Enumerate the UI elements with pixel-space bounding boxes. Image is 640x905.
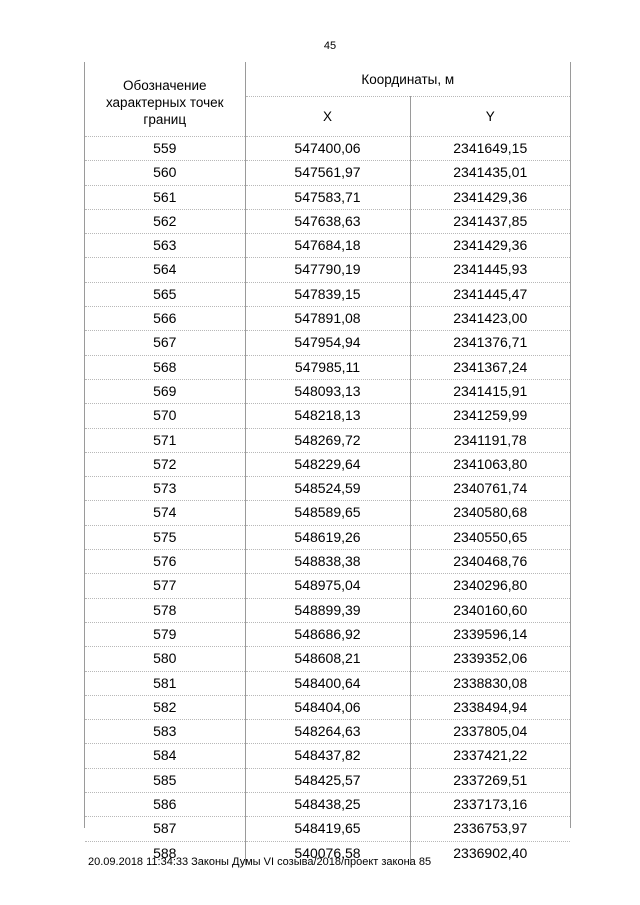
header-coordinates-group: Координаты, м (245, 62, 570, 97)
point-number-cell: 565 (85, 282, 245, 306)
x-coordinate-cell: 548838,38 (245, 550, 410, 574)
y-coordinate-cell: 2336753,97 (410, 817, 570, 841)
x-coordinate-cell: 548438,25 (245, 793, 410, 817)
x-coordinate-cell: 548608,21 (245, 647, 410, 671)
y-coordinate-cell: 2340468,76 (410, 550, 570, 574)
table-row (85, 477, 570, 501)
point-number-cell: 583 (85, 720, 245, 744)
table-row (85, 550, 570, 574)
point-number-cell: 562 (85, 209, 245, 233)
table-row (85, 574, 570, 598)
x-coordinate-cell: 547400,06 (245, 137, 410, 161)
y-coordinate-cell: 2341429,36 (410, 185, 570, 209)
x-coordinate-cell: 548975,04 (245, 574, 410, 598)
table-row (85, 331, 570, 355)
y-coordinate-cell: 2341415,91 (410, 379, 570, 403)
x-coordinate-cell: 548619,26 (245, 525, 410, 549)
point-number-cell: 579 (85, 622, 245, 646)
table-row (85, 622, 570, 646)
y-coordinate-cell: 2341259,99 (410, 404, 570, 428)
x-coordinate-cell: 548264,63 (245, 720, 410, 744)
table-row (85, 598, 570, 622)
y-coordinate-cell: 2337173,16 (410, 793, 570, 817)
x-coordinate-cell: 548269,72 (245, 428, 410, 452)
y-coordinate-cell: 2341445,47 (410, 282, 570, 306)
y-coordinate-cell: 2337805,04 (410, 720, 570, 744)
x-coordinate-cell: 547839,15 (245, 282, 410, 306)
x-coordinate-cell: 548400,64 (245, 671, 410, 695)
y-coordinate-cell: 2341437,85 (410, 209, 570, 233)
point-number-cell: 559 (85, 137, 245, 161)
table-row (85, 185, 570, 209)
table-row (85, 525, 570, 549)
x-coordinate-cell: 547583,71 (245, 185, 410, 209)
point-number-cell: 585 (85, 768, 245, 792)
point-number-cell: 588 (85, 841, 245, 865)
header-x: X (245, 97, 410, 137)
table-row (85, 307, 570, 331)
x-coordinate-cell: 548437,82 (245, 744, 410, 768)
table-row (85, 647, 570, 671)
point-number-cell: 572 (85, 452, 245, 476)
y-coordinate-cell: 2341191,78 (410, 428, 570, 452)
y-coordinate-cell: 2338494,94 (410, 695, 570, 719)
y-coordinate-cell: 2339352,06 (410, 647, 570, 671)
x-coordinate-cell: 548404,06 (245, 695, 410, 719)
y-coordinate-cell: 2341435,01 (410, 161, 570, 185)
page-number: 45 (323, 40, 337, 52)
x-coordinate-cell: 547954,94 (245, 331, 410, 355)
point-number-cell: 560 (85, 161, 245, 185)
point-number-cell: 573 (85, 477, 245, 501)
table-row (85, 452, 570, 476)
y-coordinate-cell: 2340761,74 (410, 477, 570, 501)
table-row (85, 817, 570, 841)
x-coordinate-cell: 548218,13 (245, 404, 410, 428)
coordinates-table (85, 62, 570, 865)
table-row (85, 209, 570, 233)
x-coordinate-cell: 548589,65 (245, 501, 410, 525)
table-body (85, 137, 570, 865)
y-coordinate-cell: 2341063,80 (410, 452, 570, 476)
table-right-border (570, 62, 571, 828)
x-coordinate-cell: 547891,08 (245, 307, 410, 331)
point-number-cell: 586 (85, 793, 245, 817)
point-number-cell: 568 (85, 355, 245, 379)
x-coordinate-cell: 547790,19 (245, 258, 410, 282)
y-coordinate-cell: 2341445,93 (410, 258, 570, 282)
y-coordinate-cell: 2340296,80 (410, 574, 570, 598)
x-coordinate-cell: 548419,65 (245, 817, 410, 841)
point-number-cell: 580 (85, 647, 245, 671)
table-row (85, 671, 570, 695)
coordinates-table-container (85, 62, 570, 865)
y-coordinate-cell: 2341423,00 (410, 307, 570, 331)
table-row (85, 744, 570, 768)
point-number-cell: 566 (85, 307, 245, 331)
table-row (85, 282, 570, 306)
y-coordinate-cell: 2340550,65 (410, 525, 570, 549)
x-coordinate-cell: 548899,39 (245, 598, 410, 622)
y-coordinate-cell: 2341376,71 (410, 331, 570, 355)
y-coordinate-cell: 2341429,36 (410, 234, 570, 258)
x-coordinate-cell: 548229,64 (245, 452, 410, 476)
table-row (85, 720, 570, 744)
point-number-cell: 569 (85, 379, 245, 403)
header-y: Y (485, 109, 495, 125)
point-number-cell: 561 (85, 185, 245, 209)
y-coordinate-cell: 2340160,60 (410, 598, 570, 622)
table-row (85, 379, 570, 403)
point-number-cell: 576 (85, 550, 245, 574)
x-coordinate-cell: 548093,13 (245, 379, 410, 403)
table-header (85, 62, 570, 137)
y-coordinate-cell: 2338830,08 (410, 671, 570, 695)
x-coordinate-cell: 548524,59 (245, 477, 410, 501)
y-coordinate-cell: 2340580,68 (410, 501, 570, 525)
table-row (85, 695, 570, 719)
table-row (85, 404, 570, 428)
point-number-cell: 571 (85, 428, 245, 452)
y-coordinate-cell: 2336902,40 (410, 841, 570, 865)
x-coordinate-cell: 548425,57 (245, 768, 410, 792)
point-number-cell: 587 (85, 817, 245, 841)
point-number-cell: 577 (85, 574, 245, 598)
footer-stamp: 20.09.2018 11:34:33 Законы Думы VI созыва/2018/проект закона 85 (88, 856, 432, 868)
point-number-cell: 574 (85, 501, 245, 525)
table-row (85, 258, 570, 282)
table-row (85, 501, 570, 525)
table-row (85, 768, 570, 792)
table-row (85, 355, 570, 379)
y-coordinate-cell: 2341649,15 (410, 137, 570, 161)
y-coordinate-cell: 2337421,22 (410, 744, 570, 768)
table-row (85, 793, 570, 817)
y-coordinate-cell: 2341367,24 (410, 355, 570, 379)
point-number-cell: 578 (85, 598, 245, 622)
point-number-cell: 563 (85, 234, 245, 258)
point-number-cell: 564 (85, 258, 245, 282)
point-number-cell: 584 (85, 744, 245, 768)
table-row (85, 137, 570, 161)
x-coordinate-cell: 547638,63 (245, 209, 410, 233)
x-coordinate-cell: 547684,18 (245, 234, 410, 258)
point-number-cell: 582 (85, 695, 245, 719)
x-coordinate-cell: 548686,92 (245, 622, 410, 646)
x-coordinate-cell: 547561,97 (245, 161, 410, 185)
y-coordinate-cell: 2339596,14 (410, 622, 570, 646)
point-number-cell: 567 (85, 331, 245, 355)
x-coordinate-cell: 547985,11 (245, 355, 410, 379)
point-number-cell: 581 (85, 671, 245, 695)
point-number-cell: 570 (85, 404, 245, 428)
table-row (85, 428, 570, 452)
point-number-cell: 575 (85, 525, 245, 549)
x-coordinate-cell: 540076,58 (245, 841, 410, 865)
y-coordinate-cell: 2337269,51 (410, 768, 570, 792)
table-row (85, 234, 570, 258)
table-row (85, 161, 570, 185)
header-point-designation: Обозначение характерных точек границ (85, 62, 245, 137)
